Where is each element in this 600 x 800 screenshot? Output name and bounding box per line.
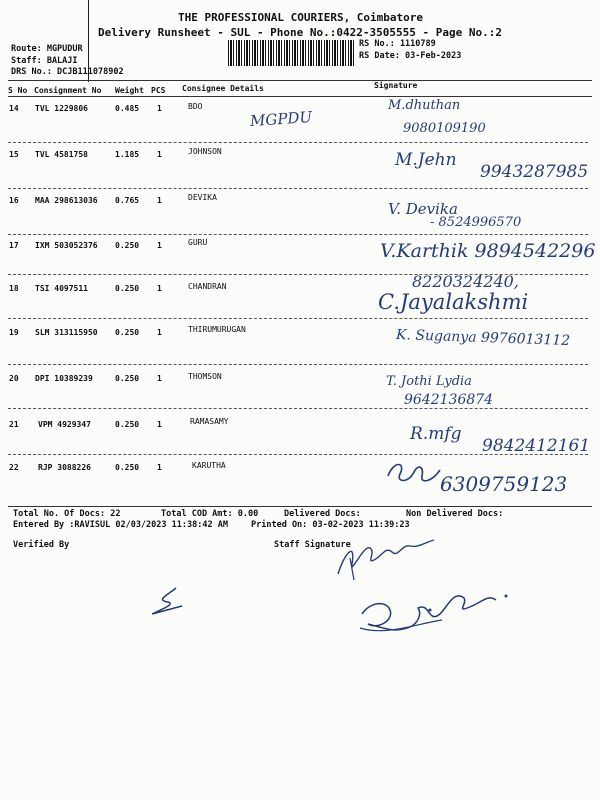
row-consignment: TSI 4097511 <box>35 284 88 293</box>
row-divider <box>8 234 588 235</box>
recipient-signature: M.dhuthan <box>388 98 461 113</box>
footer-rule <box>8 506 592 507</box>
row-weight: 0.250 <box>115 328 140 337</box>
row-pcs: 1 <box>157 374 162 383</box>
recipient-phone: 6309759123 <box>440 472 568 496</box>
row-divider <box>8 318 588 319</box>
row-consignment: DPI 10389239 <box>35 374 93 383</box>
staff-label: Staff: BALAJI <box>11 56 78 66</box>
verifier-signature <box>148 584 188 618</box>
staff-signature-label: Staff Signature <box>274 540 351 550</box>
row-sno: 22 <box>9 463 19 472</box>
row-consignee: GURU <box>188 238 208 247</box>
row-sno: 18 <box>9 284 19 293</box>
row-consignment: IXM 503052376 <box>35 241 98 250</box>
recipient-signature: T. Jothi Lydia <box>386 374 472 389</box>
row-consignment: TVL 1229806 <box>35 104 88 113</box>
row-consignee: THIRUMURUGAN <box>188 325 246 334</box>
row-sno: 19 <box>9 328 19 337</box>
delivered-docs: Delivered Docs: <box>284 509 361 519</box>
row-pcs: 1 <box>157 241 162 250</box>
row-weight: 1.185 <box>115 150 140 159</box>
verified-by: Verified By <box>13 540 70 550</box>
row-divider <box>8 454 588 455</box>
recipient-phone: - 8524996570 <box>430 215 522 230</box>
row-divider <box>8 142 588 143</box>
row-pcs: 1 <box>157 104 162 113</box>
recipient-signature: C.Jayalakshmi <box>378 290 529 314</box>
row-weight: 0.250 <box>115 420 140 429</box>
row-pcs: 1 <box>157 150 162 159</box>
row-sno: 20 <box>9 374 19 383</box>
row-sno: 21 <box>9 420 19 429</box>
header-rule-bottom <box>8 96 592 97</box>
recipient-signature: V. Devika <box>388 200 458 218</box>
row-consignee: DEVIKA <box>188 193 217 202</box>
row-divider <box>8 364 588 365</box>
runsheet-subtitle: Delivery Runsheet - SUL - Phone No.:0422-3505555 - Page No.:2 <box>98 26 502 39</box>
row-consignment: RJP 3088226 <box>38 463 91 472</box>
drs-number: DRS No.: DCJB111078902 <box>11 67 124 77</box>
row-weight: 0.250 <box>115 374 140 383</box>
row-pcs: 1 <box>157 420 162 429</box>
row-consignment: MAA 298613036 <box>35 196 98 205</box>
row-sno: 16 <box>9 196 19 205</box>
recipient-phone: 8220324240, <box>412 272 519 291</box>
row-weight: 0.765 <box>115 196 140 205</box>
row-weight: 0.250 <box>115 463 140 472</box>
row-divider <box>8 408 588 409</box>
row-consignee: CHANDRAN <box>188 282 227 291</box>
recipient-signature: K. Suganya 9976013112 <box>395 326 571 350</box>
row-pcs: 1 <box>157 196 162 205</box>
handwritten-note: MGPDU <box>249 107 313 131</box>
company-title: THE PROFESSIONAL COURIERS, Coimbatore <box>178 11 424 24</box>
row-divider <box>8 188 588 189</box>
signature-scribble <box>384 458 444 488</box>
row-consignment: VPM 4929347 <box>38 420 91 429</box>
row-weight: 0.485 <box>115 104 140 113</box>
col-consignee: Consignee Details <box>182 84 264 93</box>
recipient-phone: 9842412161 <box>482 436 591 456</box>
row-consignee: RAMASAMY <box>190 417 229 426</box>
printed-on: Printed On: 03-02-2023 11:39:23 <box>251 520 410 530</box>
col-weight: Weight <box>115 86 144 95</box>
staff-signature <box>330 534 440 582</box>
route-label: Route: MGPUDUR <box>11 44 83 54</box>
row-consignment: TVL 4581758 <box>35 150 88 159</box>
col-consignment: Consignment No <box>34 86 102 95</box>
row-pcs: 1 <box>157 463 162 472</box>
col-pcs: PCS <box>151 86 166 95</box>
recipient-phone: 9642136874 <box>404 392 494 408</box>
total-cod: Total COD Amt: 0.00 <box>161 509 259 519</box>
row-consignee: JOHNSON <box>188 147 222 156</box>
recipient-signature: R.mfg <box>410 424 462 444</box>
row-consignee: THOMSON <box>188 372 222 381</box>
row-sno: 15 <box>9 150 19 159</box>
received-signature <box>356 584 526 640</box>
col-signature: Signature <box>374 81 418 90</box>
recipient-signature: V.Karthik 9894542296 <box>380 240 596 262</box>
row-weight: 0.250 <box>115 284 140 293</box>
recipient-phone: 9080109190 <box>403 121 486 136</box>
rs-date: RS Date: 03-Feb-2023 <box>359 51 462 61</box>
rs-number: RS No.: 1110789 <box>359 39 436 49</box>
row-consignee: BDO <box>188 102 203 111</box>
entered-by: Entered By :RAVISUL 02/03/2023 11:38:42 AM <box>13 520 228 530</box>
barcode <box>228 40 354 66</box>
row-consignment: SLM 313115950 <box>35 328 98 337</box>
row-consignee: KARUTHA <box>192 461 226 470</box>
row-pcs: 1 <box>157 284 162 293</box>
total-docs: Total No. Of Docs: 22 <box>13 509 121 519</box>
recipient-phone: 9943287985 <box>480 162 589 182</box>
non-delivered-docs: Non Delivered Docs: <box>406 509 504 519</box>
header-rule-top <box>8 80 592 81</box>
recipient-signature: M.Jehn <box>395 150 457 170</box>
row-weight: 0.250 <box>115 241 140 250</box>
col-sno: S No <box>8 86 28 95</box>
row-sno: 14 <box>9 104 19 113</box>
row-sno: 17 <box>9 241 19 250</box>
row-pcs: 1 <box>157 328 162 337</box>
